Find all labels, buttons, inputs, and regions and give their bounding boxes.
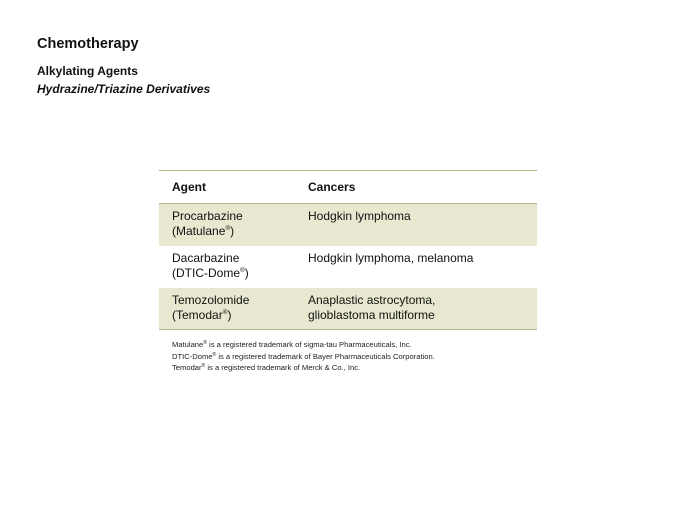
section-subtitle: Alkylating Agents bbox=[37, 64, 138, 78]
category-subtitle: Hydrazine/Triazine Derivatives bbox=[37, 82, 211, 96]
registered-mark: ® bbox=[212, 351, 217, 358]
agent-name: Procarbazine bbox=[172, 209, 243, 223]
column-header-cancers: Cancers bbox=[308, 180, 356, 194]
table-row bbox=[159, 204, 537, 246]
cancers-text-continued: glioblastoma multiforme bbox=[308, 308, 435, 322]
agents-table bbox=[159, 170, 537, 330]
agent-cell bbox=[159, 246, 295, 288]
table-header-row bbox=[159, 171, 537, 204]
cancers-text: Hodgkin lymphoma bbox=[308, 209, 411, 223]
registered-mark: ® bbox=[222, 309, 228, 316]
registered-mark: ® bbox=[203, 340, 207, 346]
column-header-agent: Agent bbox=[172, 180, 206, 194]
agent-name: Dacarbazine bbox=[172, 251, 240, 265]
footnote: Matulane® is a registered trademark of sigma-tau Pharmaceuticals, Inc. bbox=[172, 340, 412, 349]
registered-mark: ® bbox=[240, 267, 245, 274]
cancers-text: Hodgkin lymphoma, melanoma bbox=[308, 251, 474, 265]
agent-brand: (Matulane®) bbox=[172, 224, 235, 238]
agent-brand: (Temodar®) bbox=[172, 308, 232, 322]
cancers-cell bbox=[295, 246, 537, 288]
cancers-text: Anaplastic astrocytoma, bbox=[308, 293, 436, 307]
agent-name: Temozolomide bbox=[172, 293, 250, 307]
footnote: DTIC-Dome® is a registered trademark of Bayer Pharmaceuticals Corporation. bbox=[172, 351, 435, 361]
cancers-cell bbox=[295, 204, 537, 246]
table-row bbox=[159, 288, 537, 330]
agent-brand: (DTIC-Dome®) bbox=[172, 266, 249, 280]
page-title: Chemotherapy bbox=[37, 36, 139, 52]
table-row bbox=[159, 246, 537, 288]
agent-cell bbox=[159, 204, 295, 246]
registered-mark: ® bbox=[225, 225, 231, 232]
cancers-cell bbox=[295, 288, 537, 329]
agent-cell bbox=[159, 288, 295, 329]
trademark-footnotes bbox=[172, 339, 435, 374]
registered-mark: ® bbox=[201, 363, 206, 369]
footnote: Temodar® is a registered trademark of Merck & Co., Inc. bbox=[172, 363, 361, 372]
